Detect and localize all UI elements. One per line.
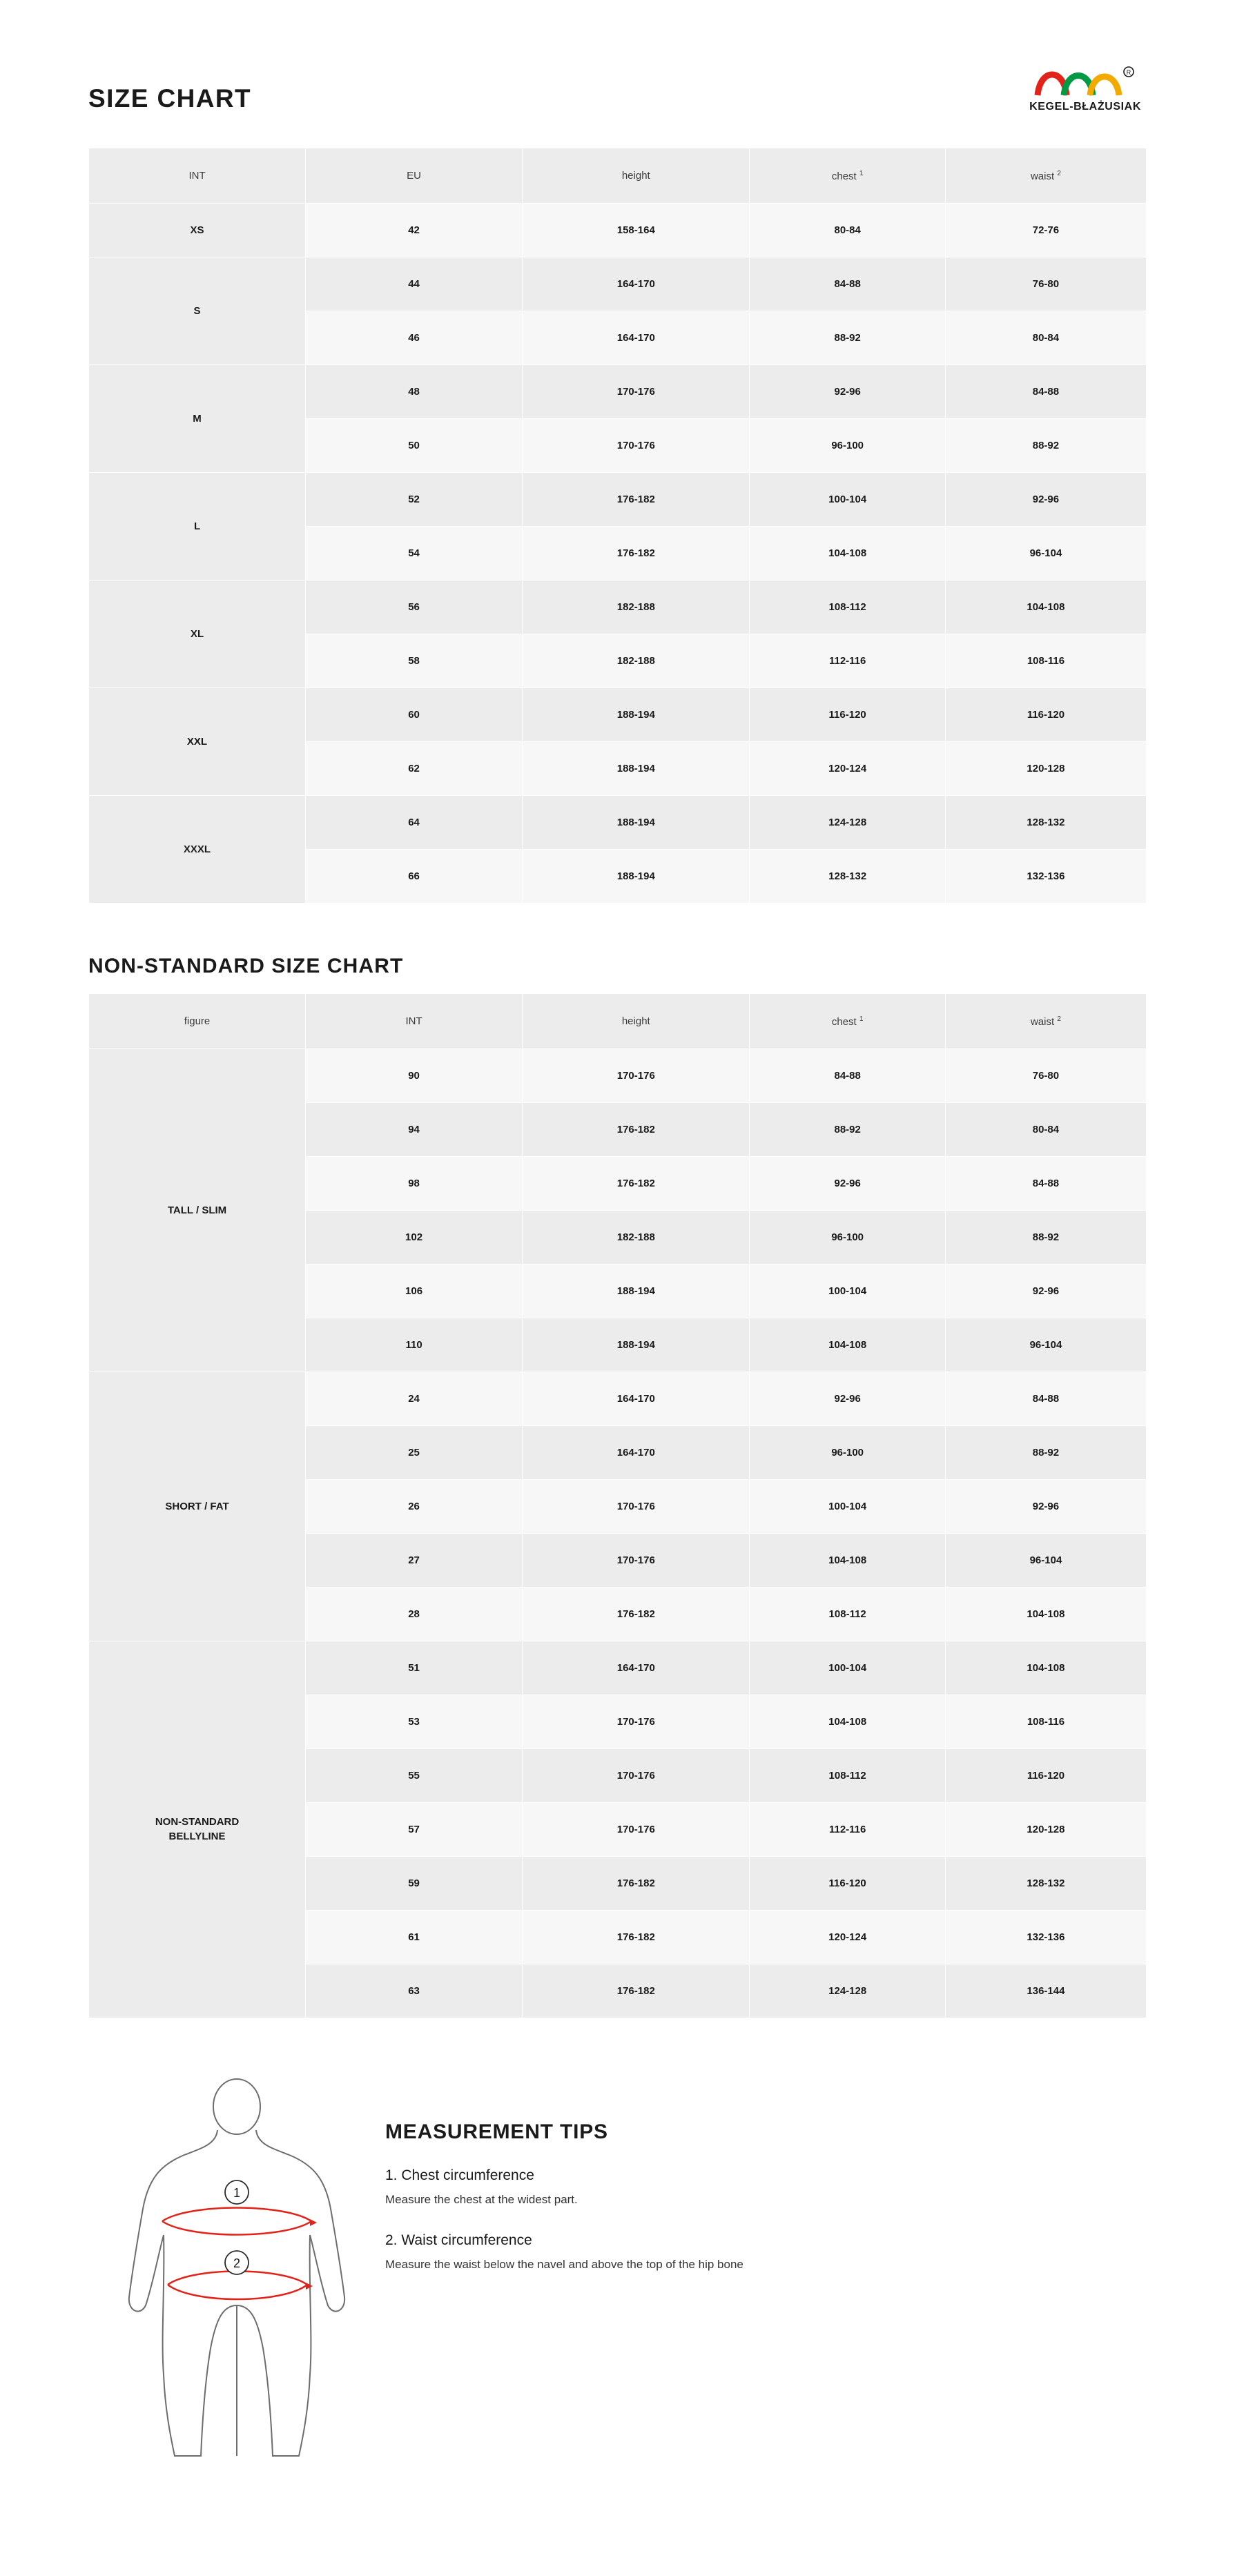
height-cell: 170-176 — [523, 1480, 750, 1534]
chest-cell: 120-124 — [750, 742, 945, 796]
page-header — [88, 0, 1147, 133]
chest-cell: 96-100 — [750, 1211, 945, 1265]
waist-cell: 84-88 — [945, 1157, 1146, 1211]
table-row — [89, 365, 1147, 419]
measurement-tips-section — [88, 2078, 1147, 2533]
tips-title: MEASUREMENT TIPS — [385, 2120, 608, 2143]
waist-cell: 116-120 — [945, 1749, 1146, 1803]
table-header-row — [89, 148, 1147, 204]
chest-cell: 100-104 — [750, 473, 945, 527]
table-row — [89, 1372, 1147, 1426]
height-cell: 164-170 — [523, 311, 750, 365]
height-cell: 188-194 — [523, 742, 750, 796]
figure-group-cell: NON-STANDARD BELLYLINE — [89, 1641, 306, 2018]
chest-cell: 116-120 — [750, 1857, 945, 1911]
col-height: height — [523, 994, 750, 1049]
chest-cell: 104-108 — [750, 527, 945, 580]
waist-cell: 72-76 — [945, 204, 1146, 257]
waist-cell: 96-104 — [945, 527, 1146, 580]
height-cell: 176-182 — [523, 527, 750, 580]
waist-cell: 92-96 — [945, 1480, 1146, 1534]
waist-cell: 128-132 — [945, 1857, 1146, 1911]
body-figure — [88, 2078, 385, 2464]
waist-cell: 80-84 — [945, 1103, 1146, 1157]
tip-1-head: 1. Chest circumference — [385, 2167, 534, 2183]
table-header-row — [89, 994, 1147, 1049]
height-cell: 170-176 — [523, 365, 750, 419]
int-cell: 51 — [306, 1641, 523, 1695]
waist-cell: 80-84 — [945, 311, 1146, 365]
height-cell: 170-176 — [523, 1749, 750, 1803]
chest-cell: 84-88 — [750, 1049, 945, 1103]
int-cell: 26 — [306, 1480, 523, 1534]
height-cell: 176-182 — [523, 1588, 750, 1641]
chest-cell: 124-128 — [750, 1964, 945, 2018]
height-cell: 170-176 — [523, 1695, 750, 1749]
int-cell: 24 — [306, 1372, 523, 1426]
height-cell: 182-188 — [523, 1211, 750, 1265]
waist-cell: 108-116 — [945, 1695, 1146, 1749]
chest-cell: 80-84 — [750, 204, 945, 257]
height-cell: 182-188 — [523, 634, 750, 688]
int-cell: 57 — [306, 1803, 523, 1857]
chest-cell: 88-92 — [750, 1103, 945, 1157]
int-cell: 59 — [306, 1857, 523, 1911]
eu-cell: 62 — [306, 742, 523, 796]
brand-name: KEGEL-BŁAŻUSIAK — [1029, 101, 1141, 113]
eu-cell: 60 — [306, 688, 523, 742]
brand-logo — [1029, 62, 1147, 113]
svg-text:R: R — [1126, 69, 1131, 76]
height-cell: 164-170 — [523, 1372, 750, 1426]
height-cell: 188-194 — [523, 1318, 750, 1372]
waist-cell: 120-128 — [945, 1803, 1146, 1857]
waist-cell: 92-96 — [945, 1265, 1146, 1318]
brand-arcs-icon — [1033, 62, 1137, 97]
height-cell: 176-182 — [523, 473, 750, 527]
table-row — [89, 1049, 1147, 1103]
waist-cell: 104-108 — [945, 1588, 1146, 1641]
waist-cell: 128-132 — [945, 796, 1146, 850]
col-waist: waist $^2$ — [945, 148, 1146, 204]
chest-cell: 96-100 — [750, 419, 945, 473]
height-cell: 188-194 — [523, 796, 750, 850]
chest-cell: 116-120 — [750, 688, 945, 742]
height-cell: 188-194 — [523, 688, 750, 742]
chest-cell: 128-132 — [750, 850, 945, 904]
int-cell: 55 — [306, 1749, 523, 1803]
waist-cell: 132-136 — [945, 1911, 1146, 1964]
tip-2-body: Measure the waist below the navel and above the top of the hip bone — [385, 2257, 743, 2271]
size-group-cell: XS — [89, 204, 306, 257]
height-cell: 176-182 — [523, 1911, 750, 1964]
int-cell: 94 — [306, 1103, 523, 1157]
int-cell: 110 — [306, 1318, 523, 1372]
height-cell: 176-182 — [523, 1857, 750, 1911]
height-cell: 170-176 — [523, 1049, 750, 1103]
tips-text-column — [385, 2078, 1147, 2273]
eu-cell: 52 — [306, 473, 523, 527]
table-row — [89, 257, 1147, 311]
page-title: SIZE CHART — [88, 84, 251, 113]
waist-cell: 84-88 — [945, 1372, 1146, 1426]
chest-cell: 92-96 — [750, 1157, 945, 1211]
height-cell: 170-176 — [523, 1534, 750, 1588]
size-group-cell: M — [89, 365, 306, 473]
height-cell: 170-176 — [523, 1803, 750, 1857]
tip-1-body: Measure the chest at the widest part. — [385, 2193, 578, 2206]
int-cell: 25 — [306, 1426, 523, 1480]
height-cell: 164-170 — [523, 1641, 750, 1695]
figure-marker-2-label: 2 — [233, 2256, 241, 2270]
int-cell: 27 — [306, 1534, 523, 1588]
waist-cell: 76-80 — [945, 257, 1146, 311]
chest-cell: 120-124 — [750, 1911, 945, 1964]
chest-cell: 92-96 — [750, 365, 945, 419]
size-group-cell: XXL — [89, 688, 306, 796]
chest-cell: 108-112 — [750, 1749, 945, 1803]
int-cell: 98 — [306, 1157, 523, 1211]
chest-cell: 112-116 — [750, 1803, 945, 1857]
height-cell: 170-176 — [523, 419, 750, 473]
waist-cell: 84-88 — [945, 365, 1146, 419]
col-height: height — [523, 148, 750, 204]
size-group-cell: S — [89, 257, 306, 365]
waist-cell: 96-104 — [945, 1318, 1146, 1372]
int-cell: 61 — [306, 1911, 523, 1964]
chest-cell: 108-112 — [750, 580, 945, 634]
eu-cell: 58 — [306, 634, 523, 688]
standard-size-table — [88, 148, 1147, 904]
eu-cell: 48 — [306, 365, 523, 419]
eu-cell: 64 — [306, 796, 523, 850]
nonstandard-section-title: NON-STANDARD SIZE CHART — [88, 955, 404, 977]
waist-cell: 88-92 — [945, 1211, 1146, 1265]
col-int: INT — [89, 148, 306, 204]
waist-cell: 88-92 — [945, 1426, 1146, 1480]
table-row — [89, 796, 1147, 850]
col-chest: chest $^1$ — [750, 148, 945, 204]
col-chest: chest $^1$ — [750, 994, 945, 1049]
chest-cell: 104-108 — [750, 1695, 945, 1749]
size-group-cell: XL — [89, 580, 306, 688]
waist-cell: 132-136 — [945, 850, 1146, 904]
eu-cell: 50 — [306, 419, 523, 473]
col-int: INT — [306, 994, 523, 1049]
waist-cell: 108-116 — [945, 634, 1146, 688]
size-group-cell: L — [89, 473, 306, 580]
figure-group-cell: TALL / SLIM — [89, 1049, 306, 1372]
int-cell: 106 — [306, 1265, 523, 1318]
chest-cell: 96-100 — [750, 1426, 945, 1480]
nonstandard-size-table — [88, 993, 1147, 2018]
height-cell: 176-182 — [523, 1103, 750, 1157]
height-cell: 176-182 — [523, 1964, 750, 2018]
waist-cell: 96-104 — [945, 1534, 1146, 1588]
int-cell: 90 — [306, 1049, 523, 1103]
height-cell: 182-188 — [523, 580, 750, 634]
waist-cell: 88-92 — [945, 419, 1146, 473]
chest-cell: 124-128 — [750, 796, 945, 850]
table-row — [89, 580, 1147, 634]
chest-cell: 100-104 — [750, 1265, 945, 1318]
height-cell: 158-164 — [523, 204, 750, 257]
chest-cell: 112-116 — [750, 634, 945, 688]
chest-cell: 104-108 — [750, 1534, 945, 1588]
table-row — [89, 473, 1147, 527]
chest-cell: 92-96 — [750, 1372, 945, 1426]
table-row — [89, 1641, 1147, 1695]
torso-diagram-icon — [113, 2078, 361, 2464]
int-cell: 28 — [306, 1588, 523, 1641]
eu-cell: 42 — [306, 204, 523, 257]
height-cell: 188-194 — [523, 850, 750, 904]
eu-cell: 54 — [306, 527, 523, 580]
figure-group-cell: SHORT / FAT — [89, 1372, 306, 1641]
waist-cell: 136-144 — [945, 1964, 1146, 2018]
col-waist: waist $^2$ — [945, 994, 1146, 1049]
table-row — [89, 204, 1147, 257]
height-cell: 164-170 — [523, 1426, 750, 1480]
tip-2-head: 2. Waist circumference — [385, 2232, 532, 2248]
chest-cell: 104-108 — [750, 1318, 945, 1372]
figure-marker-1-label: 1 — [233, 2186, 241, 2200]
height-cell: 176-182 — [523, 1157, 750, 1211]
chest-cell: 100-104 — [750, 1641, 945, 1695]
size-group-cell: XXXL — [89, 796, 306, 904]
chest-cell: 88-92 — [750, 311, 945, 365]
chest-cell: 84-88 — [750, 257, 945, 311]
eu-cell: 46 — [306, 311, 523, 365]
int-cell: 102 — [306, 1211, 523, 1265]
waist-cell: 76-80 — [945, 1049, 1146, 1103]
waist-cell: 92-96 — [945, 473, 1146, 527]
waist-cell: 120-128 — [945, 742, 1146, 796]
col-figure: figure — [89, 994, 306, 1049]
height-cell: 188-194 — [523, 1265, 750, 1318]
waist-cell: 116-120 — [945, 688, 1146, 742]
int-cell: 53 — [306, 1695, 523, 1749]
int-cell: 63 — [306, 1964, 523, 2018]
table-row — [89, 688, 1147, 742]
col-eu: EU — [306, 148, 523, 204]
eu-cell: 44 — [306, 257, 523, 311]
eu-cell: 56 — [306, 580, 523, 634]
eu-cell: 66 — [306, 850, 523, 904]
waist-cell: 104-108 — [945, 580, 1146, 634]
height-cell: 164-170 — [523, 257, 750, 311]
waist-cell: 104-108 — [945, 1641, 1146, 1695]
chest-cell: 100-104 — [750, 1480, 945, 1534]
chest-cell: 108-112 — [750, 1588, 945, 1641]
